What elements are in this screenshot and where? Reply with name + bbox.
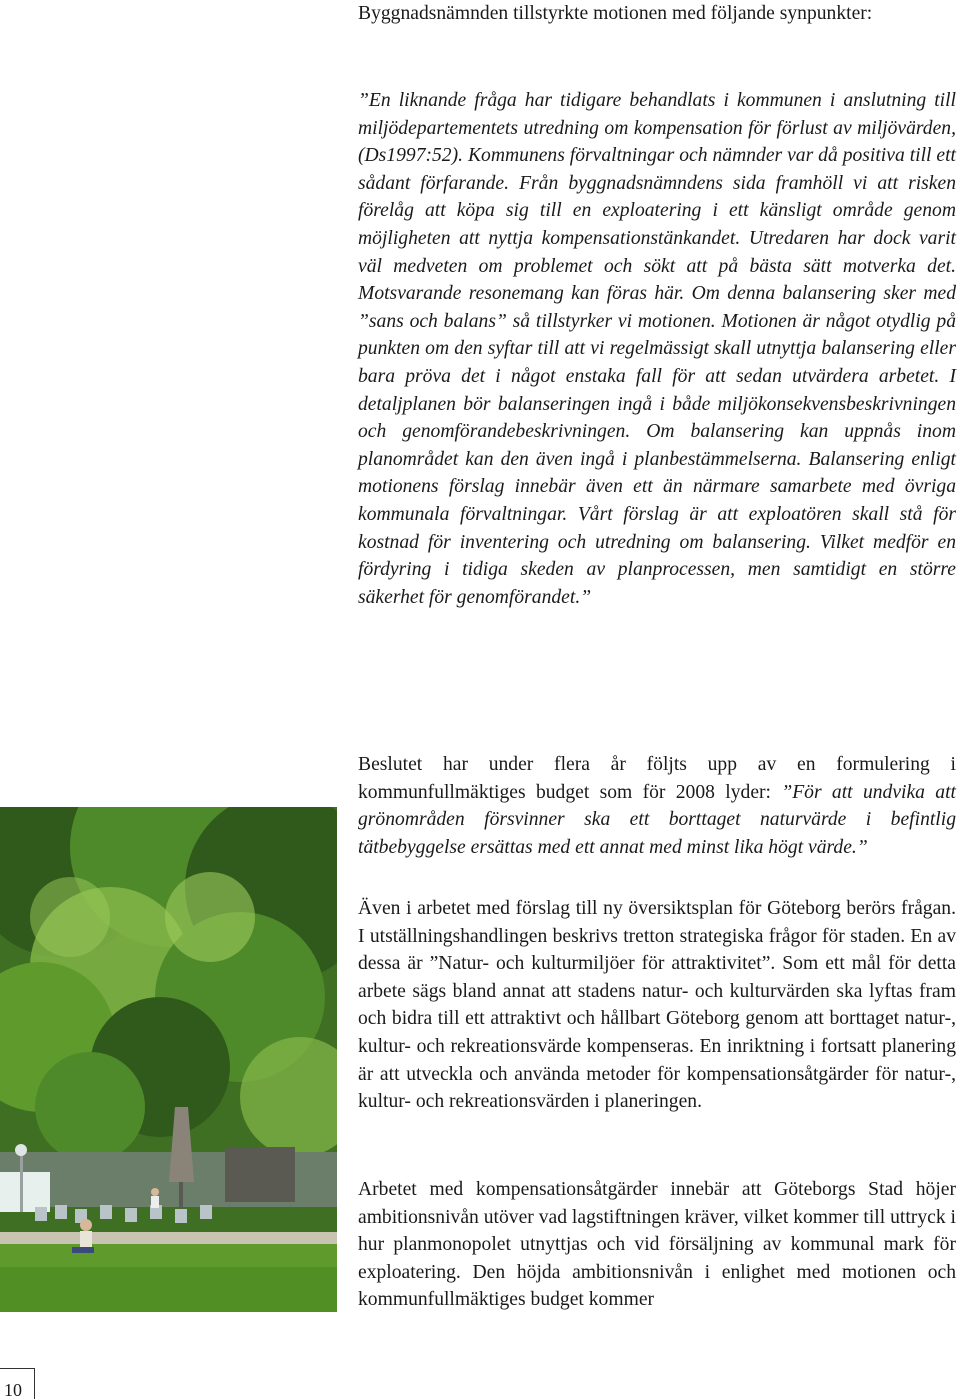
plan-paragraph: [358, 895, 956, 1116]
page-number: 10: [4, 1380, 22, 1400]
work-paragraph: [358, 1176, 956, 1314]
corner-rule-vertical: [34, 1368, 35, 1399]
intro-paragraph: [358, 0, 956, 28]
quote-text: ”En liknande fråga har tidigare behandlats i kommunen i anslutning till miljödepartementets utredning om kompensation för förlust av miljövärden, (Ds1997:52). Kommunens förvaltningar och nämnder var då positiva till ett sådant förfarande. Från byggnadsnämndens sida framhöll vi att risken förelåg att köpa sig till en exploatering i ett känsligt område genom möjligheten att nyttja kompensationstänkandet. Utredaren har dock varit väl medveten om problemet och sökt att på bästa sätt motverka det. Motsvarande resonemang kan föras här. Om denna balansering sker med ”sans och balans” så tillstyrker vi motionen. Motionen är något otydlig på punkten om den syftar till att vi regelmässigt skall utnyttja balansering eller bara pröva det i något enstaka fall för att sedan utvärdera arbetet. I detaljplanen bör balanseringen ingå i både miljökonsekvensbeskrivningen och genomförandebeskrivningen. Om balansering kan uppnås inom planområdet kan den även ingå i planbestämmelserna. Balansering enligt motionens förslag innebär även ett än närmare samarbete med övriga kommunala förvaltningar. Vårt förslag är att exploatören skall stå för kostnad för inventering och utredning om balansering. Vilket medför en fördyring i tidiga skeden av planprocessen, men samtidigt en större säkerhet för genomförandet.”: [358, 90, 956, 608]
plan-text: Även i arbetet med förslag till ny översiktsplan för Göteborg berörs frågan. I utställningshandlingen beskrivs tretton strategiska frågor för staden. En av dessa är ”Natur- och kulturmiljöer för attraktivitet”. Som ett mål för detta arbete sägs bland annat att stadens natur- och kulturvärden ska lyftas fram och bidra till ett attraktivt och hållbart Göteborg genom att borttaget natur-, kultur- och rekreationsvärde kompenseras. En inriktning i fortsatt planering är att utveckla och använda metoder för kompensationsåtgärder för natur-, kultur- och rekreationsvärden i planeringen.: [358, 898, 956, 1113]
decision-paragraph: [358, 751, 956, 861]
quote-paragraph: [358, 87, 956, 611]
decision-quote: ”För att undvika att grönområden försvinner ska ett borttaget naturvärde i befintlig tätbebyggelse ersättas med ett annat med minst lika högt värde.”: [358, 781, 956, 858]
decision-plain: Beslutet har under flera år följts upp av en formulering i kommunfullmäktiges budget som för 2008 lyder:: [358, 754, 956, 803]
intro-text: Byggnadsnämnden tillstyrkte motionen med följande synpunkter:: [358, 3, 873, 24]
decision-text: [358, 751, 956, 861]
work-text: Arbetet med kompensationsåtgärder innebär att Göteborgs Stad höjer ambitionsnivån utöver vad lagstiftningen kräver, vilket kommer till uttryck i hur planmonopolet utnyttjas och vid försäljning av kommunal mark för exploatering. Den höjda ambitionsnivån i enlighet med motionen och kommunfullmäktiges budget kommer: [358, 1179, 956, 1311]
park-photo: [0, 807, 337, 1312]
corner-rule: [0, 1368, 34, 1369]
